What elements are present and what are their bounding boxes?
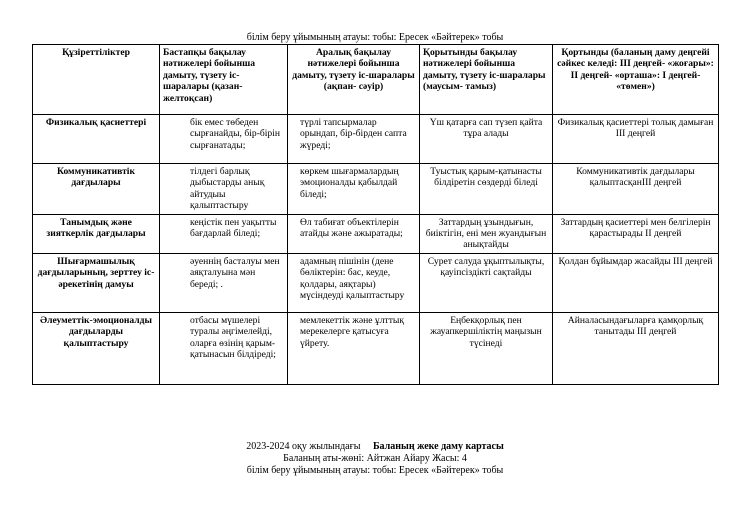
competence-cell: Коммуникативтік дағдылары [33, 164, 160, 215]
table-row [33, 253, 719, 312]
initial-cell: әуеннің басталуы мен аяқталуына мән береді; . [160, 253, 288, 312]
initial-cell: тілдегі барлық дыбыстарды анық айтудыы қалыптастыру [160, 164, 288, 215]
header-initial: Бастапқы бақылау нәтижелері бойынша дамыту, түзету іс-шаралары (қазан- желтоқсан) [160, 45, 288, 115]
development-table [32, 44, 719, 385]
header-competence: Құзіреттіліктер [33, 45, 160, 115]
result-cell: Коммуникативтік дағдылары қалыптасқанІІІ деңгей [553, 164, 719, 215]
footer-org-line: білім беру ұйымының атауы: тобы: Ересек «Бәйтерек» тобы [246, 465, 504, 476]
competence-cell: Физикалық қасиеттері [33, 115, 160, 164]
result-cell: Физикалық қасиеттері толық дамыған ІІІ деңгей [553, 115, 719, 164]
table-row [33, 312, 719, 384]
card-title: Баланың жеке даму картасы [372, 441, 504, 452]
final-cell: Үш қатарға сап түзеп қайта тұра алады [420, 115, 553, 164]
result-cell: Айналасындағыларға қамқорлық танытады ІІІ деңгей [553, 312, 719, 384]
footer-title-line [0, 441, 750, 453]
competence-cell: Шығармашылық дағдыларының, зерттеу іс-әрекетінің дамуы [33, 253, 160, 312]
middle-cell: түрлі тапсырмалар орындап, бір-бірден сапта жүреді; [288, 115, 420, 164]
table-row [33, 164, 719, 215]
middle-cell: көркем шығармалардың эмоционалды қабылдай біледі; [288, 164, 420, 215]
final-cell: Заттардың ұзындығын, биіктігін, ені мен жуандығын анықтайды [420, 214, 553, 253]
table-row [33, 214, 719, 253]
middle-cell: мемлекеттік және ұлттық мерекелерге қатысуға үйрету. [288, 312, 420, 384]
header-final: Қорытынды бақылау нәтижелері бойынша дамыту, түзету іс-шаралары (маусым- тамыз) [420, 45, 553, 115]
final-cell: Сурет салуда ұқыптылықты, қауіпсіздікті сақтайды [420, 253, 553, 312]
header-middle: Аралық бақылау нәтижелері бойынша дамыту, түзету іс-шаралары (ақпан- сәуір) [288, 45, 420, 115]
result-cell: Заттардың қасиеттері мен белгілерін қарастырады ІІ деңгей [553, 214, 719, 253]
initial-cell: кеңістік пен уақытты бағдарлай біледі; [160, 214, 288, 253]
middle-cell: Өл табиғат объектілерін атайды және ажыратады; [288, 214, 420, 253]
final-cell: Еңбекқорлық пен жауапкершіліктің маңызын түсінеді [420, 312, 553, 384]
initial-cell: отбасы мүшелері туралы әңгімелейді, оларға өзінің қарым-қатынасын білдіреді; [160, 312, 288, 384]
table-row [33, 115, 719, 164]
competence-cell: Әлеуметтік-эмоционалды дағдыларды қалыптастыру [33, 312, 160, 384]
table-header-row [33, 45, 719, 115]
final-cell: Туыстық қарым-қатынасты білдіретін сөздерді біледі [420, 164, 553, 215]
school-year: 2023-2024 оқу жылындағы [246, 441, 361, 452]
middle-cell: адамның пішінін (дене бөліктерін: бас, кеуде, қолдары, аяқтары) мүсіндеуді қалыптастыру [288, 253, 420, 312]
child-info-line: Баланың аты-жөні: Айтжан Айару Жасы: 4 [283, 453, 467, 464]
initial-cell: бік емес төбеден сырғанайды, бір-бірін сырғанатады; [160, 115, 288, 164]
header-result: Қортынды (баланың даму деңгейі сәйкес келеді: ІІІ деңгей- «жоғары»: ІІ деңгей- «орташа»: І деңгей- «төмен») [553, 45, 719, 115]
competence-cell: Танымдық және зияткерлік дағдылары [33, 214, 160, 253]
result-cell: Қолдан бұйымдар жасайды ІІІ деңгей [553, 253, 719, 312]
org-header-line: білім беру ұйымының атауы: тобы: Ересек «Бәйтерек» тобы [246, 32, 504, 43]
